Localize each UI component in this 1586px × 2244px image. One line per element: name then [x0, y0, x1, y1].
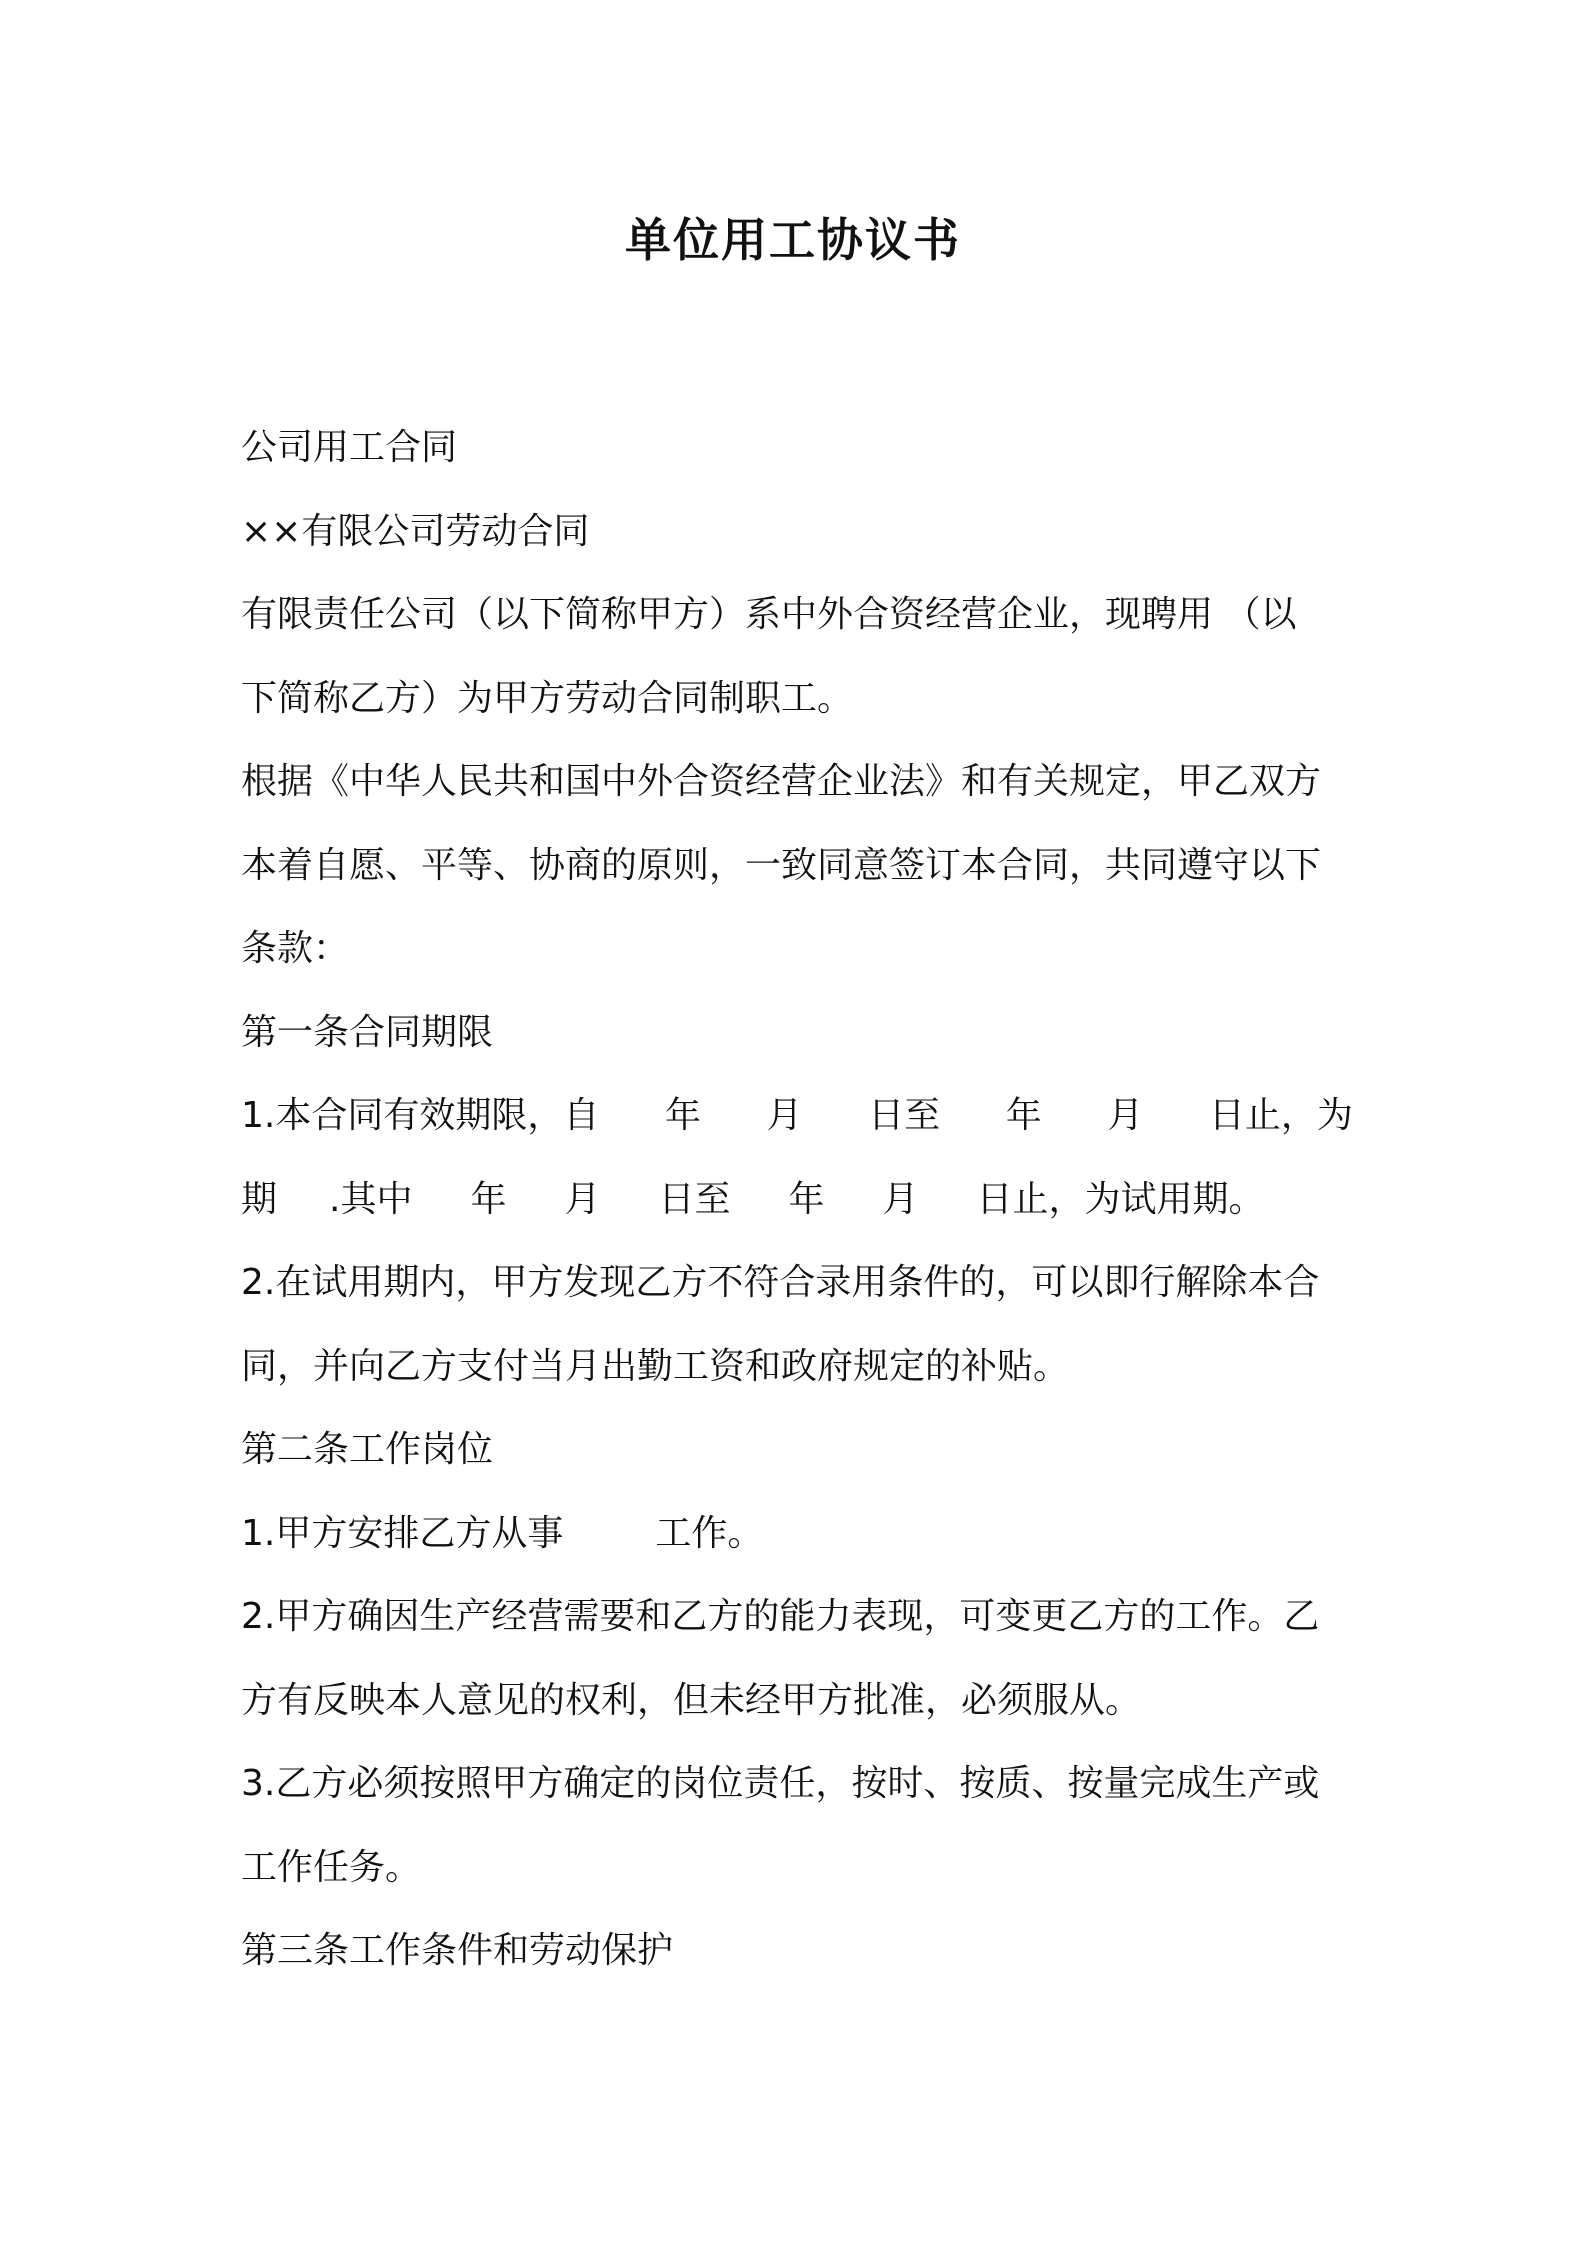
- term-segment: 月: [882, 1178, 919, 1220]
- term-segment: 日至: [868, 1095, 941, 1136]
- article2-item2-line: 方有反映本人意见的权利，但未经甲方批准，必须服从。: [241, 1679, 1142, 1721]
- article2-item1: [241, 1492, 1353, 1576]
- term-segment: .其中: [329, 1178, 413, 1220]
- term-segment: 年: [664, 1095, 701, 1136]
- term-segment: 月: [564, 1178, 601, 1220]
- intro-line: [241, 573, 1353, 657]
- article2-item2-line: 2.甲方确因生产经营需要和乙方的能力表现，可变更乙方的工作。乙: [241, 1596, 1320, 1637]
- company-heading: ××有限公司劳动合同: [241, 510, 590, 552]
- term-segment: 月: [1107, 1095, 1144, 1136]
- item1-segment: 1.甲方安排乙方从事: [241, 1512, 564, 1554]
- document-title: 单位用工协议书: [625, 213, 961, 267]
- term-segment: 1.本合同有效期限，自: [241, 1095, 600, 1136]
- term-segment: 期: [241, 1178, 278, 1220]
- article1-heading: 第一条合同期限: [241, 1011, 494, 1053]
- item1-segment: 工作。: [655, 1512, 764, 1554]
- article2-item3-line: 工作任务。: [241, 1846, 422, 1888]
- contract-subtitle: 公司用工合同: [241, 427, 458, 468]
- term-segment: 月: [766, 1095, 803, 1136]
- basis-line: 条款：: [241, 928, 350, 969]
- term-segment: 日止，为: [1208, 1095, 1353, 1136]
- term-segment: 年: [470, 1178, 507, 1220]
- article2-item3-line: 3.乙方必须按照甲方确定的岗位责任，按时、按质、按量完成生产或: [241, 1763, 1320, 1804]
- basis-line: 根据《中华人民共和国中外合资经营企业法》和有关规定，甲乙双方: [241, 761, 1322, 802]
- term-segment: 年: [788, 1178, 825, 1220]
- article3-heading: 第三条工作条件和劳动保护: [241, 1930, 674, 1971]
- article2-heading: 第二条工作岗位: [241, 1429, 494, 1470]
- term-line-1: [241, 1074, 1353, 1158]
- intro-text: 有限责任公司（以下简称甲方）系中外合资经营企业，现聘用 （以: [241, 594, 1297, 635]
- term-segment: 日止，为试用期。: [976, 1178, 1265, 1220]
- term-line-2: [241, 1158, 1353, 1242]
- basis-line: 本着自愿、平等、协商的原则，一致同意签订本合同，共同遵守以下: [241, 844, 1322, 886]
- document-body: [241, 406, 1353, 1993]
- intro-line: 下简称乙方）为甲方劳动合同制职工。: [241, 677, 854, 719]
- probation-line: 同，并向乙方支付当月出勤工资和政府规定的补贴。: [241, 1345, 1070, 1387]
- term-segment: 日至: [658, 1178, 731, 1220]
- probation-line: 2.在试用期内，甲方发现乙方不符合录用条件的，可以即行解除本合: [241, 1262, 1320, 1303]
- term-segment: 年: [1005, 1095, 1042, 1136]
